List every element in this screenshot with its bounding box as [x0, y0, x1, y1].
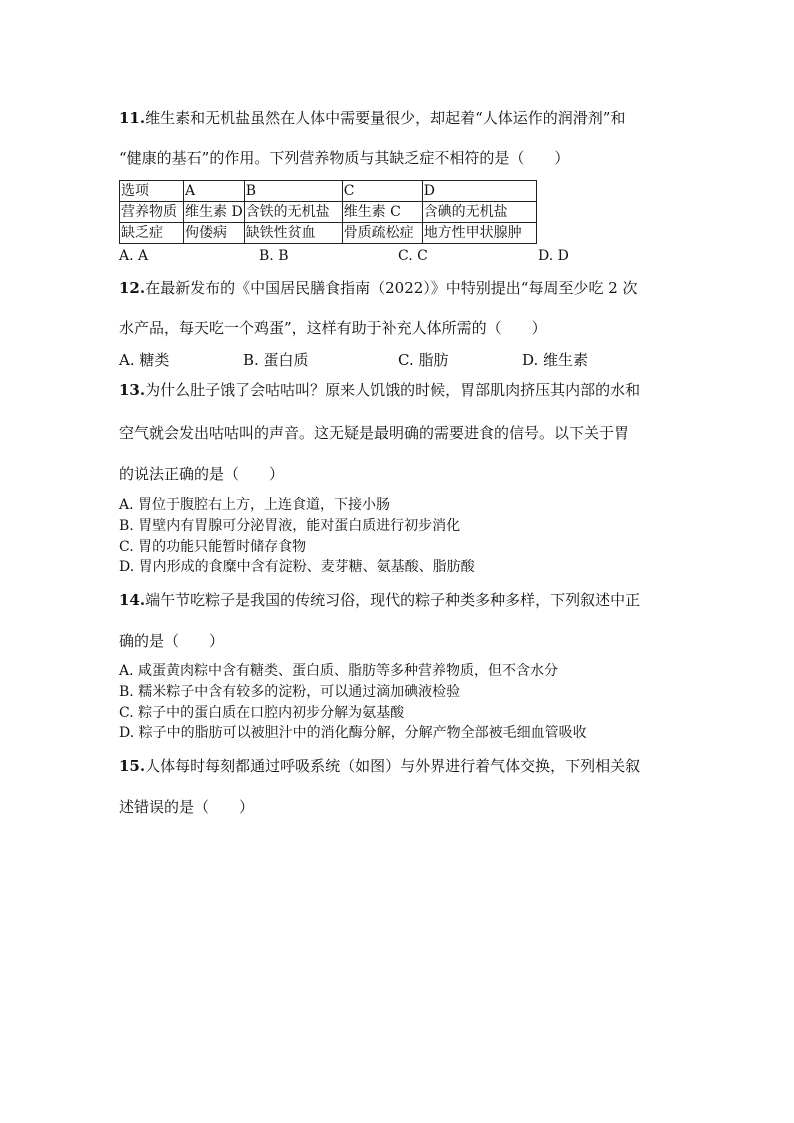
table-cell: 含碘的无机盐: [422, 202, 536, 223]
question-13-line-3: 的说法正确的是（ ）: [119, 465, 285, 483]
question-13-line-1: [119, 380, 640, 400]
question-11-option-b[interactable]: B. B: [259, 248, 289, 264]
question-13-option-a[interactable]: A. 胃位于腹腔右上方，上连食道，下接小肠: [119, 497, 391, 513]
question-13-line-2: 空气就会发出咕咕叫的声音。这无疑是最明确的需要进食的信号。以下关于胃: [119, 424, 630, 442]
table-cell: D: [422, 181, 536, 202]
question-15-number: 15.: [119, 757, 146, 775]
table-cell: 维生素 C: [342, 202, 422, 223]
question-13-number: 13.: [119, 381, 146, 399]
question-13-option-d[interactable]: D. 胃内形成的食糜中含有淀粉、麦芽糖、氨基酸、脂肪酸: [119, 559, 475, 575]
question-14-text-1: 端午节吃粽子是我国的传统习俗，现代的粽子种类多种多样，下列叙述中正: [145, 591, 641, 609]
table-cell: 佝偻病: [184, 223, 245, 244]
question-11-option-d[interactable]: D. D: [538, 248, 569, 264]
question-12-option-a[interactable]: A. 糖类: [119, 351, 170, 369]
question-13-option-b[interactable]: B. 胃壁内有胃腺可分泌胃液，能对蛋白质进行初步消化: [119, 518, 461, 534]
question-14-option-d[interactable]: D. 粽子中的脂肪可以被胆汁中的消化酶分解，分解产物全部被毛细血管吸收: [119, 725, 587, 741]
question-11-line-2: “健康的基石”的作用。下列营养物质与其缺乏症不相符的是（ ）: [119, 149, 570, 167]
table-cell: B: [244, 181, 342, 202]
question-11-text-1: 维生素和无机盐虽然在人体中需要量很少，却起着“人体运作的润滑剂”和: [145, 109, 626, 127]
table-cell: 骨质疏松症: [342, 223, 422, 244]
question-11-table: [119, 180, 537, 244]
question-12-text-1: 在最新发布的《中国居民膳食指南（2022）》中特别提出“每周至少吃 2 次: [145, 279, 638, 297]
table-row: [120, 181, 537, 202]
question-13-option-c[interactable]: C. 胃的功能只能暂时储存食物: [119, 539, 307, 555]
table-row: [120, 202, 537, 223]
table-cell: 缺铁性贫血: [244, 223, 342, 244]
table-cell: A: [184, 181, 245, 202]
question-13-text-1: 为什么肚子饿了会咕咕叫？原来人饥饿的时候，胃部肌肉挤压其内部的水和: [145, 381, 641, 399]
question-12-line-2: 水产品，每天吃一个鸡蛋”，这样有助于补充人体所需的（ ）: [119, 319, 547, 337]
table-cell: 缺乏症: [120, 223, 184, 244]
table-cell: 地方性甲状腺肿: [422, 223, 536, 244]
question-12-option-d[interactable]: D. 维生素: [522, 351, 589, 369]
table-cell: 选项: [120, 181, 184, 202]
table-cell: 含铁的无机盐: [244, 202, 342, 223]
question-11-number: 11.: [119, 109, 146, 127]
question-14-line-2: 确的是（ ）: [119, 632, 225, 650]
question-12-option-b[interactable]: B. 蛋白质: [243, 351, 309, 369]
question-12-option-c[interactable]: C. 脂肪: [398, 351, 449, 369]
table-cell: 维生素 D: [184, 202, 245, 223]
question-11-line-1: [119, 108, 625, 128]
question-11-option-c[interactable]: C. C: [398, 248, 428, 264]
table-cell: 营养物质: [120, 202, 184, 223]
question-14-option-c[interactable]: C. 粽子中的蛋白质在口腔内初步分解为氨基酸: [119, 705, 405, 721]
question-14-line-1: [119, 590, 640, 610]
question-14-option-b[interactable]: B. 糯米粽子中含有较多的淀粉，可以通过滴加碘液检验: [119, 684, 461, 700]
table-cell: C: [342, 181, 422, 202]
question-15-text-1: 人体每时每刻都通过呼吸系统（如图）与外界进行着气体交换，下列相关叙: [145, 757, 641, 775]
question-14-number: 14.: [119, 591, 146, 609]
question-15-line-1: [119, 756, 640, 776]
question-14-option-a[interactable]: A. 咸蛋黄肉粽中含有糖类、蛋白质、脂肪等多种营养物质，但不含水分: [119, 663, 559, 679]
question-11-option-a[interactable]: A. A: [119, 248, 149, 264]
question-12-number: 12.: [119, 279, 146, 297]
question-12-line-1: [119, 278, 638, 298]
table-row: [120, 223, 537, 244]
question-15-line-2: 述错误的是（ ）: [119, 798, 255, 816]
